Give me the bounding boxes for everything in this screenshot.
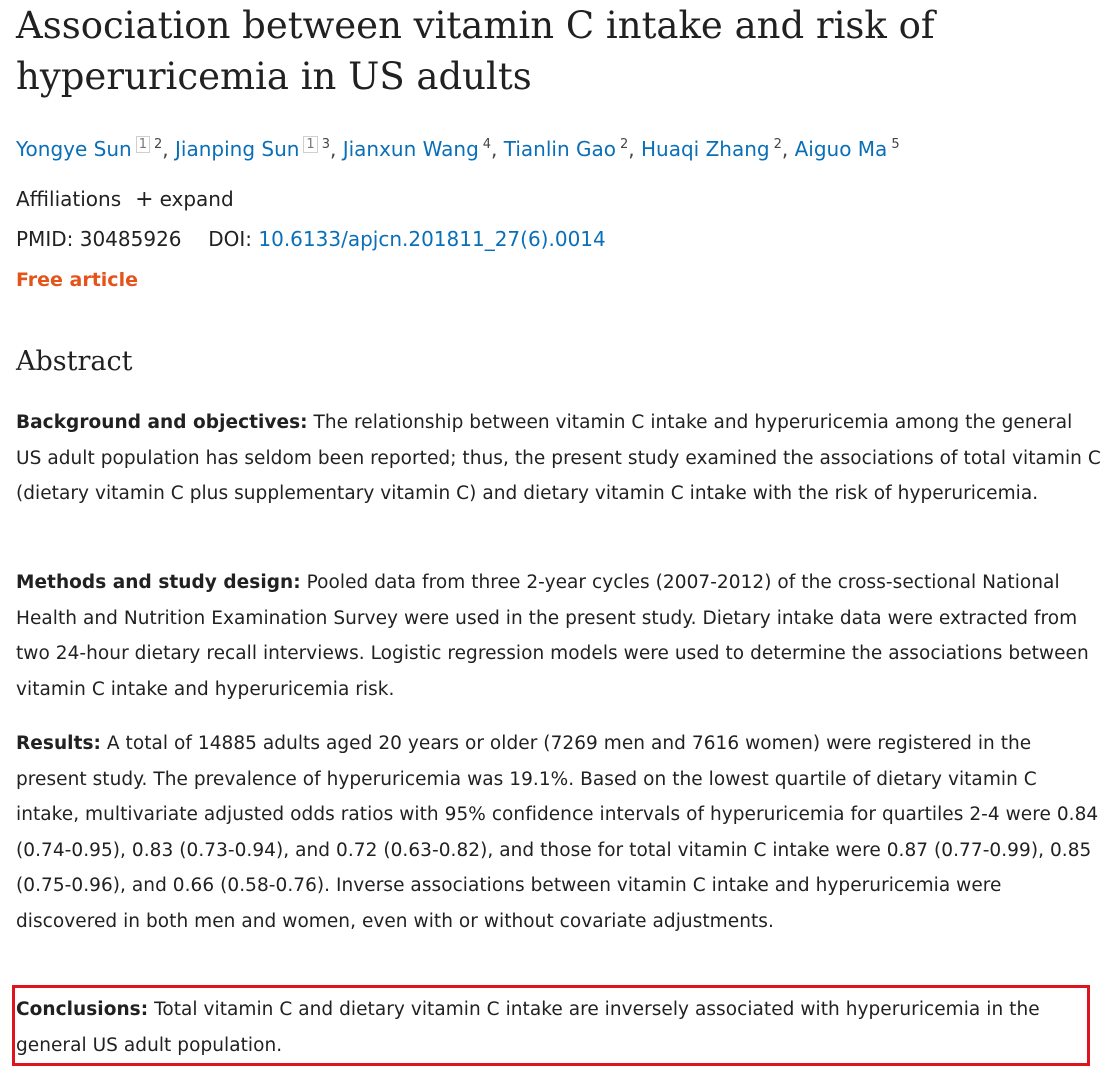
abstract-methods xyxy=(16,565,1101,707)
doi-label: DOI: xyxy=(208,227,253,251)
pmid-value: 30485926 xyxy=(79,227,182,251)
abstract-heading: Abstract xyxy=(16,346,133,377)
expand-label: expand xyxy=(159,187,234,211)
plus-icon: + xyxy=(135,187,154,212)
section-text: Pooled data from three 2-year cycles (2007-2012) of the cross-sectional National Health and Nutrition Examination Survey were used in the present study. Dietary intake data were extracted from two 24-hour dietary recall interviews. Logistic regression models were used to determine the associations between vitamin C intake and hyperuricemia risk. xyxy=(16,572,1089,700)
section-text: A total of 14885 adults aged 20 years or older (7269 men and 7616 women) were registered in the present study. The prevalence of hyperuricemia was 19.1%. Based on the lowest quartile of dietary vitamin C intake, multivariate adjusted odds ratios with 95% confidence intervals of hyperuricemia for quartiles 2-4 were 0.84 (0.74-0.95), 0.83 (0.73-0.94), and 0.72 (0.63-0.82), and those for total vitamin C intake were 0.87 (0.77-0.99), 0.85 (0.75-0.96), and 0.66 (0.58-0.76). Inverse associations between vitamin C intake and hyperuricemia were discovered in both men and women, even with or without covariate adjustments. xyxy=(16,733,1099,932)
doi-link[interactable]: 10.6133/apjcn.201811_27(6).0014 xyxy=(258,227,606,251)
author-separator: , xyxy=(329,137,343,161)
author-link[interactable]: Aiguo Ma xyxy=(794,137,888,161)
section-label: Conclusions: xyxy=(16,999,149,1020)
affiliation-ref[interactable]: 2 xyxy=(620,137,629,152)
author-separator: , xyxy=(162,137,175,161)
free-article-badge: Free article xyxy=(16,269,138,291)
section-label: Methods and study design: xyxy=(16,572,301,593)
author-separator: , xyxy=(628,137,641,161)
section-label: Background and objectives: xyxy=(16,412,308,433)
author-link[interactable]: Yongye Sun xyxy=(16,137,132,161)
author-list xyxy=(16,130,1096,164)
section-text: Total vitamin C and dietary vitamin C intake are inversely associated with hyperuricemia in the general US adult population. xyxy=(16,999,1040,1056)
author-link[interactable]: Huaqi Zhang xyxy=(641,137,770,161)
section-label: Results: xyxy=(16,733,101,754)
affiliations-label: Affiliations xyxy=(16,187,122,211)
author-link[interactable]: Tianlin Gao xyxy=(503,137,616,161)
abstract-results xyxy=(16,726,1101,939)
article-title: Association between vitamin C intake and risk of hyperuricemia in US adults xyxy=(16,4,935,98)
affiliation-ref[interactable]: 5 xyxy=(891,137,900,152)
affiliation-ref[interactable]: 4 xyxy=(482,137,492,152)
author-separator: , xyxy=(491,137,504,161)
affiliation-ref[interactable]: 1 xyxy=(136,136,150,153)
affiliation-ref[interactable]: 3 xyxy=(321,137,330,152)
affiliation-ref[interactable]: 2 xyxy=(154,137,163,152)
affiliations-row xyxy=(16,184,234,215)
abstract-background xyxy=(16,405,1101,512)
affiliation-ref[interactable]: 2 xyxy=(773,137,782,152)
author-separator: , xyxy=(781,137,795,161)
expand-affiliations-button[interactable] xyxy=(135,187,234,211)
affiliation-ref[interactable]: 1 xyxy=(303,136,317,153)
author-link[interactable]: Jianping Sun xyxy=(175,137,300,161)
abstract-conclusions xyxy=(16,992,1101,1063)
pmid-label: PMID: xyxy=(16,227,74,251)
author-link[interactable]: Jianxun Wang xyxy=(342,137,479,161)
section-text: The relationship between vitamin C intake and hyperuricemia among the general US adult population has seldom been reported; thus, the present study examined the associations of total vitamin C (dietary vitamin C plus supplementary vitamin C) and dietary vitamin C intake with the risk of hyperuricemia. xyxy=(16,412,1101,504)
identifiers-row xyxy=(16,224,606,254)
